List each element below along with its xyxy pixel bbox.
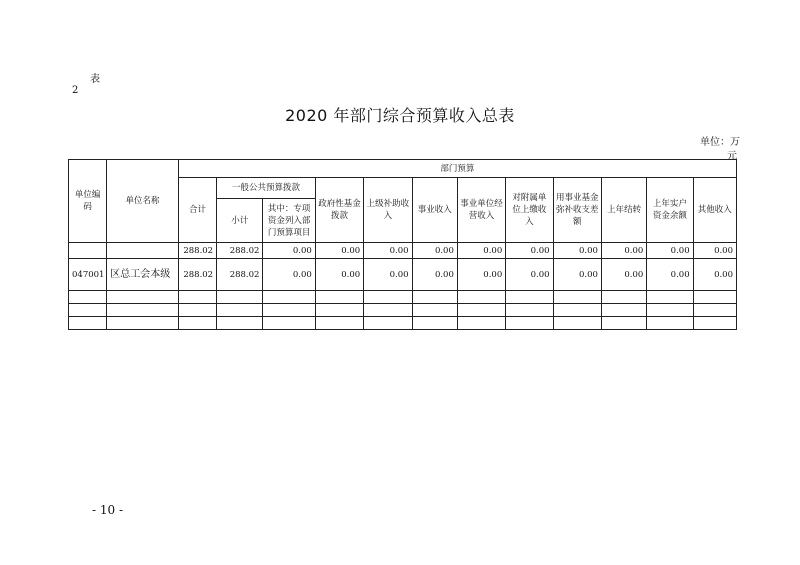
cell-code (69, 243, 107, 259)
cell-business: 0.00 (412, 259, 457, 291)
table-label: 表 (90, 74, 100, 85)
cell-special: 0.00 (263, 259, 315, 291)
cell-carryover: 0.00 (601, 259, 646, 291)
cell-operating: 0.00 (457, 243, 505, 259)
cell-affiliated: 0.00 (506, 243, 553, 259)
page-number: - 10 - (92, 503, 124, 517)
header-dept-budget: 部门预算 (178, 160, 736, 178)
cell-operating: 0.00 (457, 259, 505, 291)
header-unit-name: 单位名称 (107, 160, 179, 243)
cell-name (107, 243, 179, 259)
unit-label: 单位：万 (700, 137, 740, 148)
table-number: 2 (72, 85, 79, 96)
cell-subtotal: 288.02 (217, 243, 263, 259)
cell-code: 047001 (69, 259, 107, 291)
cell-subtotal: 288.02 (217, 259, 263, 291)
cell-gov-fund: 0.00 (315, 243, 363, 259)
cell-affiliated: 0.00 (506, 259, 553, 291)
cell-carryover: 0.00 (601, 243, 646, 259)
cell-unspent: 0.00 (647, 243, 693, 259)
table-row-empty (69, 291, 737, 304)
budget-income-table (68, 159, 737, 330)
header-general-budget: 一般公共预算拨款 (217, 178, 316, 199)
header-carryover: 上年结转 (601, 178, 646, 243)
cell-name: 区总工会本级 (107, 259, 179, 291)
header-special-funds: 其中：专项资金列入部门预算项目 (263, 199, 315, 243)
table-row (69, 259, 737, 291)
header-affiliated-income: 对附属单位上缴收入 (506, 178, 553, 243)
cell-business: 0.00 (412, 243, 457, 259)
table-row-empty (69, 304, 737, 317)
header-operating-income: 事业单位经营收入 (457, 178, 505, 243)
page-title: 2020 年部门综合预算收入总表 (285, 106, 515, 125)
cell-total: 288.02 (178, 259, 216, 291)
header-total: 合计 (178, 178, 216, 243)
cell-gov-fund: 0.00 (315, 259, 363, 291)
header-gov-fund: 政府性基金拨款 (315, 178, 363, 243)
header-business-income: 事业收入 (412, 178, 457, 243)
cell-fund-balance: 0.00 (553, 259, 601, 291)
cell-special: 0.00 (263, 243, 315, 259)
table-row (69, 243, 737, 259)
header-subtotal: 小计 (217, 199, 263, 243)
header-other-income: 其他收入 (693, 178, 736, 243)
cell-unspent: 0.00 (647, 259, 693, 291)
table-row-empty (69, 317, 737, 330)
unit-label-cont: 元 (727, 151, 737, 162)
header-unit-code: 单位编码 (69, 160, 107, 243)
cell-other: 0.00 (693, 259, 736, 291)
header-unspent-funds: 上年实户资金余额 (647, 178, 693, 243)
cell-other: 0.00 (693, 243, 736, 259)
cell-superior: 0.00 (364, 243, 412, 259)
cell-fund-balance: 0.00 (553, 243, 601, 259)
header-fund-balance: 用事业基金弥补收支差额 (553, 178, 601, 243)
header-superior-subsidy: 上级补助收入 (364, 178, 412, 243)
cell-total: 288.02 (178, 243, 216, 259)
cell-superior: 0.00 (364, 259, 412, 291)
